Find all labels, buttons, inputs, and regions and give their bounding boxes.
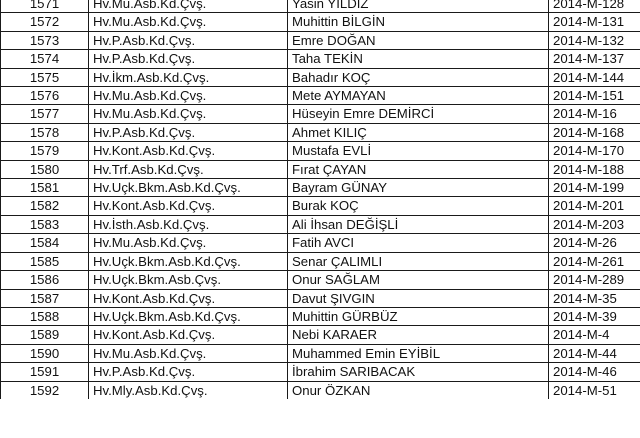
code-cell: 2014-M-199 bbox=[549, 179, 640, 197]
rank-cell: Hv.Uçk.Bkm.Asb.Kd.Çvş. bbox=[89, 252, 288, 270]
code-cell: 2014-M-51 bbox=[549, 381, 640, 399]
row-number: 1582 bbox=[1, 197, 89, 215]
rank-cell: Hv.P.Asb.Kd.Çvş. bbox=[89, 123, 288, 141]
name-cell: Ali İhsan DEĞİŞLİ bbox=[288, 215, 549, 233]
name-cell: Davut ŞIVGIN bbox=[288, 289, 549, 307]
row-number: 1592 bbox=[1, 381, 89, 399]
name-cell: Onur ÖZKAN bbox=[288, 381, 549, 399]
name-cell: Taha TEKİN bbox=[288, 50, 549, 68]
name-cell: Burak KOÇ bbox=[288, 197, 549, 215]
table-row bbox=[1, 87, 640, 105]
table-row bbox=[1, 50, 640, 68]
row-number: 1584 bbox=[1, 234, 89, 252]
code-cell: 2014-M-289 bbox=[549, 271, 640, 289]
rank-cell: Hv.Kont.Asb.Kd.Çvş. bbox=[89, 197, 288, 215]
name-cell: Bahadır KOÇ bbox=[288, 68, 549, 86]
name-cell: Mete AYMAYAN bbox=[288, 87, 549, 105]
code-cell: 2014-M-132 bbox=[549, 31, 640, 49]
rank-cell: Hv.Uçk.Bkm.Asb.Kd.Çvş. bbox=[89, 179, 288, 197]
name-cell: Bayram GÜNAY bbox=[288, 179, 549, 197]
row-number: 1573 bbox=[1, 31, 89, 49]
personnel-table-body bbox=[1, 0, 640, 399]
table-row bbox=[1, 307, 640, 325]
rank-cell: Hv.Uçk.Bkm.Asb.Çvş. bbox=[89, 271, 288, 289]
code-cell: 2014-M-144 bbox=[549, 68, 640, 86]
rank-cell: Hv.Mu.Asb.Kd.Çvş. bbox=[89, 234, 288, 252]
code-cell: 2014-M-201 bbox=[549, 197, 640, 215]
rank-cell: Hv.Mly.Asb.Kd.Çvş. bbox=[89, 381, 288, 399]
name-cell: İbrahim SARIBACAK bbox=[288, 363, 549, 381]
table-row bbox=[1, 13, 640, 31]
table-row bbox=[1, 215, 640, 233]
code-cell: 2014-M-151 bbox=[549, 87, 640, 105]
row-number: 1590 bbox=[1, 344, 89, 362]
row-number: 1586 bbox=[1, 271, 89, 289]
row-number: 1580 bbox=[1, 160, 89, 178]
code-cell: 2014-M-39 bbox=[549, 307, 640, 325]
rank-cell: Hv.Kont.Asb.Kd.Çvş. bbox=[89, 142, 288, 160]
name-cell: Senar ÇALIMLI bbox=[288, 252, 549, 270]
rank-cell: Hv.Kont.Asb.Kd.Çvş. bbox=[89, 326, 288, 344]
table-row bbox=[1, 123, 640, 141]
code-cell: 2014-M-188 bbox=[549, 160, 640, 178]
row-number: 1585 bbox=[1, 252, 89, 270]
rank-cell: Hv.Mu.Asb.Kd.Çvş. bbox=[89, 0, 288, 13]
rank-cell: Hv.P.Asb.Kd.Çvş. bbox=[89, 31, 288, 49]
name-cell: Emre DOĞAN bbox=[288, 31, 549, 49]
code-cell: 2014-M-170 bbox=[549, 142, 640, 160]
table-row bbox=[1, 344, 640, 362]
rank-cell: Hv.Trf.Asb.Kd.Çvş. bbox=[89, 160, 288, 178]
rank-cell: Hv.Uçk.Bkm.Asb.Kd.Çvş. bbox=[89, 307, 288, 325]
row-number: 1578 bbox=[1, 123, 89, 141]
code-cell: 2014-M-16 bbox=[549, 105, 640, 123]
rank-cell: Hv.Mu.Asb.Kd.Çvş. bbox=[89, 87, 288, 105]
rank-cell: Hv.Mu.Asb.Kd.Çvş. bbox=[89, 105, 288, 123]
name-cell: Fatih AVCI bbox=[288, 234, 549, 252]
rank-cell: Hv.İsth.Asb.Kd.Çvş. bbox=[89, 215, 288, 233]
code-cell: 2014-M-128 bbox=[549, 0, 640, 13]
row-number: 1579 bbox=[1, 142, 89, 160]
row-number: 1588 bbox=[1, 307, 89, 325]
table-row bbox=[1, 271, 640, 289]
rank-cell: Hv.P.Asb.Kd.Çvş. bbox=[89, 363, 288, 381]
row-number: 1572 bbox=[1, 13, 89, 31]
rank-cell: Hv.İkm.Asb.Kd.Çvş. bbox=[89, 68, 288, 86]
code-cell: 2014-M-26 bbox=[549, 234, 640, 252]
table-row bbox=[1, 105, 640, 123]
row-number: 1587 bbox=[1, 289, 89, 307]
code-cell: 2014-M-261 bbox=[549, 252, 640, 270]
name-cell: Muhammed Emin EYİBİL bbox=[288, 344, 549, 362]
code-cell: 2014-M-203 bbox=[549, 215, 640, 233]
row-number: 1591 bbox=[1, 363, 89, 381]
table-row bbox=[1, 0, 640, 13]
name-cell: Hüseyin Emre DEMİRCİ bbox=[288, 105, 549, 123]
row-number: 1571 bbox=[1, 0, 89, 13]
table-row bbox=[1, 142, 640, 160]
code-cell: 2014-M-35 bbox=[549, 289, 640, 307]
row-number: 1576 bbox=[1, 87, 89, 105]
rank-cell: Hv.Mu.Asb.Kd.Çvş. bbox=[89, 344, 288, 362]
name-cell: Yasin YILDIZ bbox=[288, 0, 549, 13]
name-cell: Muhittin BİLGİN bbox=[288, 13, 549, 31]
row-number: 1581 bbox=[1, 179, 89, 197]
row-number: 1589 bbox=[1, 326, 89, 344]
table-row bbox=[1, 252, 640, 270]
row-number: 1583 bbox=[1, 215, 89, 233]
table-row bbox=[1, 289, 640, 307]
name-cell: Muhittin GÜRBÜZ bbox=[288, 307, 549, 325]
code-cell: 2014-M-4 bbox=[549, 326, 640, 344]
rank-cell: Hv.P.Asb.Kd.Çvş. bbox=[89, 50, 288, 68]
row-number: 1574 bbox=[1, 50, 89, 68]
rank-cell: Hv.Kont.Asb.Kd.Çvş. bbox=[89, 289, 288, 307]
table-row bbox=[1, 31, 640, 49]
table-row bbox=[1, 363, 640, 381]
table-row bbox=[1, 160, 640, 178]
code-cell: 2014-M-44 bbox=[549, 344, 640, 362]
table-row bbox=[1, 326, 640, 344]
name-cell: Nebi KARAER bbox=[288, 326, 549, 344]
row-number: 1577 bbox=[1, 105, 89, 123]
name-cell: Fırat ÇAYAN bbox=[288, 160, 549, 178]
table-row bbox=[1, 68, 640, 86]
table-row bbox=[1, 234, 640, 252]
table-row bbox=[1, 381, 640, 399]
rank-cell: Hv.Mu.Asb.Kd.Çvş. bbox=[89, 13, 288, 31]
name-cell: Ahmet KILIÇ bbox=[288, 123, 549, 141]
name-cell: Mustafa EVLİ bbox=[288, 142, 549, 160]
name-cell: Onur SAĞLAM bbox=[288, 271, 549, 289]
table-row bbox=[1, 197, 640, 215]
code-cell: 2014-M-137 bbox=[549, 50, 640, 68]
table-row bbox=[1, 179, 640, 197]
code-cell: 2014-M-131 bbox=[549, 13, 640, 31]
code-cell: 2014-M-46 bbox=[549, 363, 640, 381]
row-number: 1575 bbox=[1, 68, 89, 86]
code-cell: 2014-M-168 bbox=[549, 123, 640, 141]
